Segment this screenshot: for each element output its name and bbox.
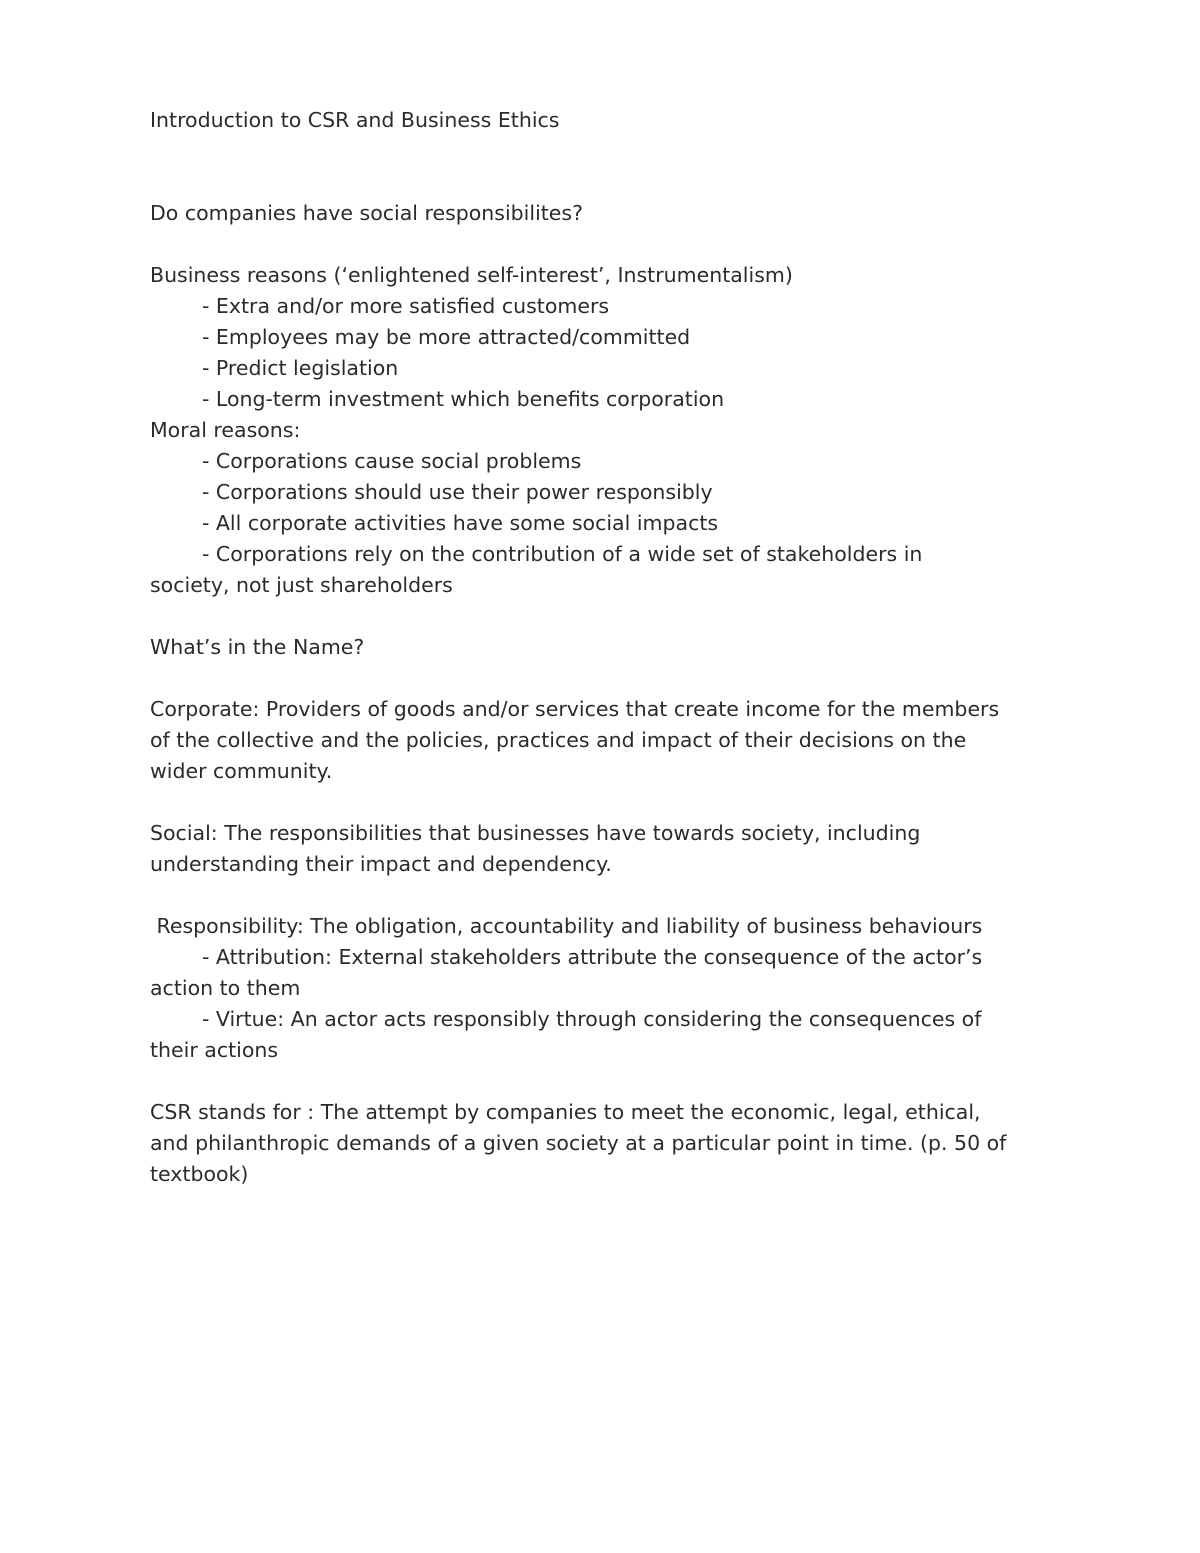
business-reason-item: - Long-term investment which benefits corporation [202,387,725,411]
document-body [150,105,1060,1190]
virtue-item: - Virtue: An actor acts responsibly through considering the consequences of [202,1007,982,1031]
spacer [150,663,1060,694]
spacer [150,601,1060,632]
social-definition-line: Social: The responsibilities that businesses have towards society, including [150,821,921,845]
responsibility-heading: Responsibility: The obligation, accountability and liability of business behaviours [150,914,983,938]
document-title: Introduction to CSR and Business Ethics [150,108,560,132]
moral-reason-item: - Corporations cause social problems [202,449,582,473]
virtue-continuation: their actions [150,1038,279,1062]
spacer [150,136,1060,198]
business-reasons-heading: Business reasons (‘enlightened self-interest’, Instrumentalism) [150,263,793,287]
business-reason-item: - Extra and/or more satisfied customers [202,294,610,318]
moral-reason-item: - Corporations should use their power responsibly [202,480,713,504]
moral-reason-item-continuation: society, not just shareholders [150,573,453,597]
moral-reasons-heading: Moral reasons: [150,418,301,442]
social-definition-line: understanding their impact and dependency. [150,852,612,876]
name-heading: What’s in the Name? [150,635,365,659]
spacer [150,787,1060,818]
csr-definition-line: CSR stands for : The attempt by companies to meet the economic, legal, ethical, [150,1100,981,1124]
question-line: Do companies have social responsibilites? [150,201,583,225]
spacer [150,229,1060,260]
spacer [150,880,1060,911]
spacer [150,1066,1060,1097]
csr-definition-line: and philanthropic demands of a given society at a particular point in time. (p. 50 of [150,1131,1007,1155]
corporate-definition-line: of the collective and the policies, practices and impact of their decisions on the [150,728,967,752]
corporate-definition-line: wider community. [150,759,333,783]
csr-definition-line: textbook) [150,1162,249,1186]
business-reason-item: - Predict legislation [202,356,399,380]
business-reason-item: - Employees may be more attracted/committed [202,325,691,349]
attribution-continuation: action to them [150,976,301,1000]
attribution-item: - Attribution: External stakeholders attribute the consequence of the actor’s [202,945,983,969]
moral-reason-item: - Corporations rely on the contribution of a wide set of stakeholders in [202,542,923,566]
corporate-definition-line: Corporate: Providers of goods and/or services that create income for the members [150,697,1000,721]
moral-reason-item: - All corporate activities have some social impacts [202,511,719,535]
